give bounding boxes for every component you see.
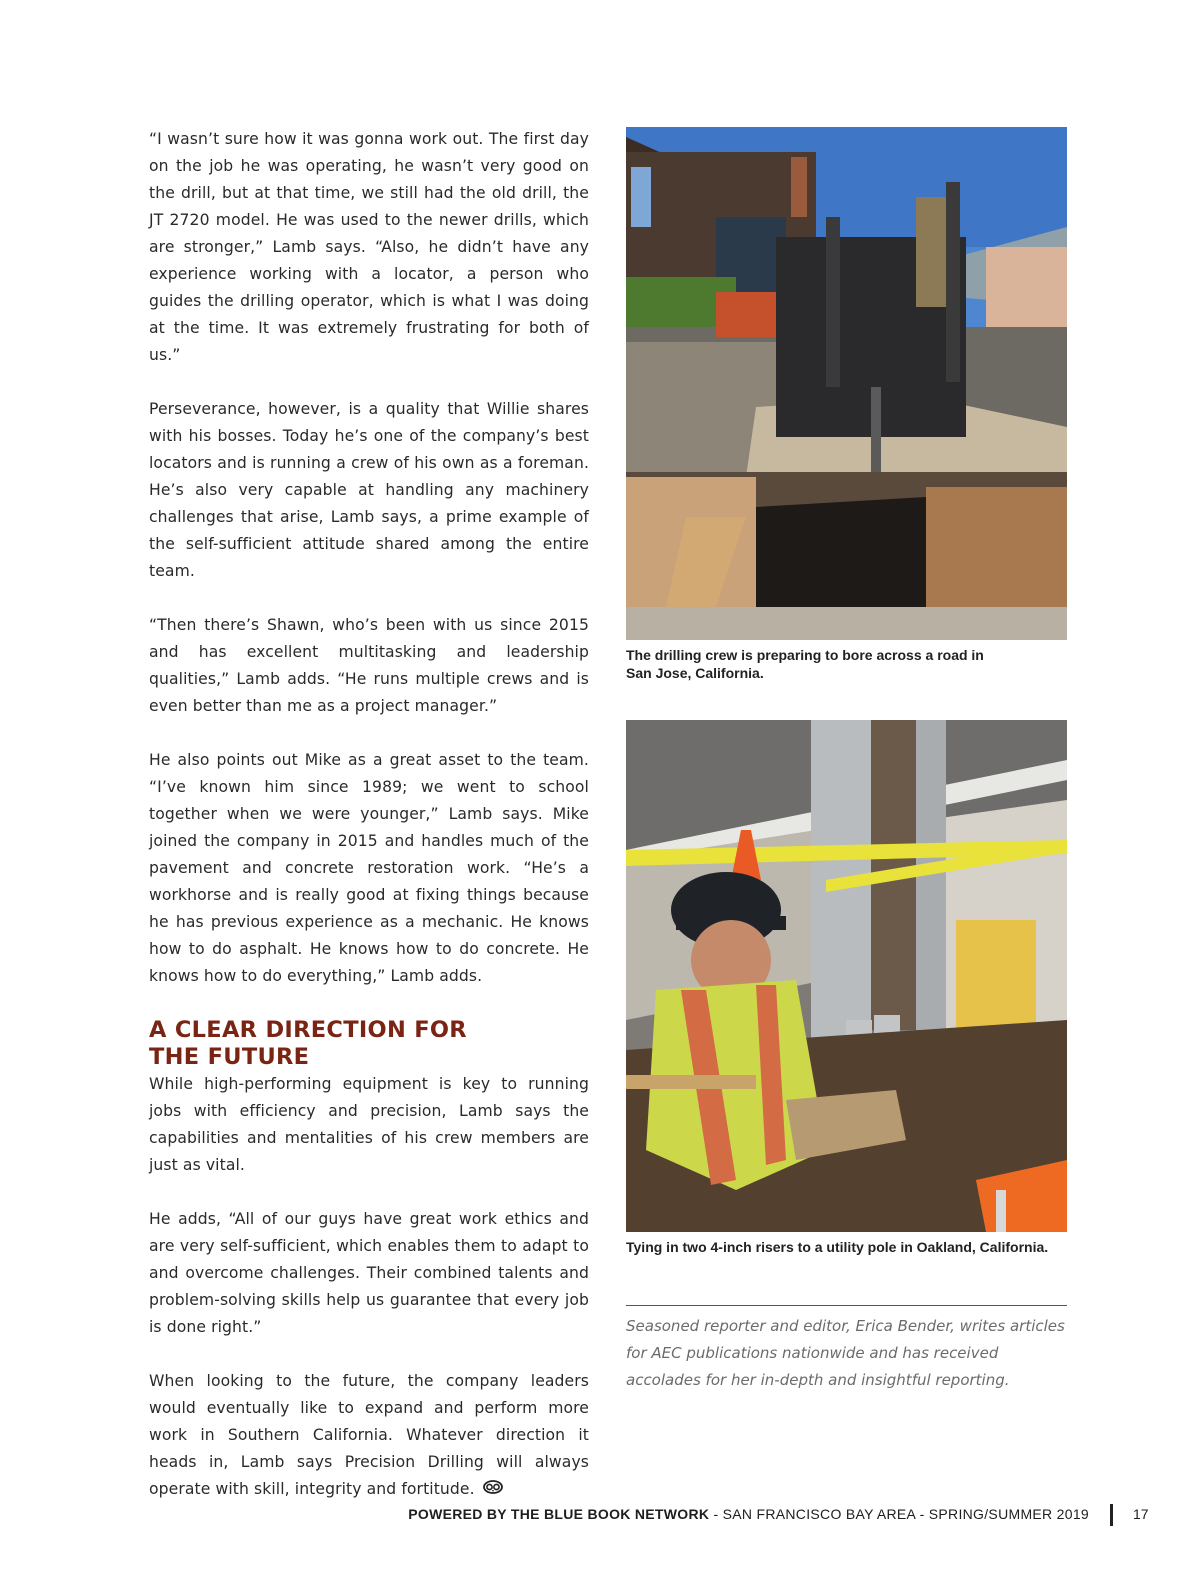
article-paragraph: Perseverance, however, is a quality that Willie shares with his bosses. Today he’s one of the company’s best locators and is running a crew of his own as a foreman. He’s also very capable at handling any machinery challenges that arise, Lamb says, a prime example of the self-sufficient attitude shared among the entire team. [149, 400, 589, 580]
article-paragraph-final [149, 1368, 589, 1503]
article-paragraph: He adds, “All of our guys have great work ethics and are very self-sufficient, which enables them to adapt to and overcome challenges. Their combined talents and problem-solving skills help us guarantee that every job is done right.” [149, 1210, 589, 1336]
author-bio: Seasoned reporter and editor, Erica Bender, writes articles for AEC publications nationwide and has received accolades for her in-depth and insightful reporting. [626, 1317, 1065, 1389]
page-footer [408, 1506, 1089, 1522]
article-paragraph: “Then there’s Shawn, who’s been with us since 2015 and has excellent multitasking and leadership qualities,” Lamb adds. “He runs multiple crews and is even better than me as a project manager.” [149, 616, 589, 715]
section-heading-line2: THE FUTURE [149, 1044, 310, 1070]
article-paragraph: He also points out Mike as a great asset to the team. “I’ve known him since 1989; we went to school together when we were younger,” Lamb says. Mike joined the company in 2015 and handles much of the pavement and concrete restoration work. “He’s a workhorse and is really good at fixing things because he has previous experience as a mechanic. He knows how to do asphalt. He knows how to do concrete. He knows how to do everything,” Lamb adds. [149, 751, 589, 985]
article-body [149, 126, 589, 1530]
article-paragraph: “I wasn’t sure how it was gonna work out. The first day on the job he was operating, he wasn’t very good on the drill, but at that time, we still had the old drill, the JT 2720 model. He was used to the newer drills, which are stronger,” Lamb says. “Also, he didn’t have any experience working with a locator, a person who guides the drilling operator, which is what I was doing at the time. It was extremely frustrating for both of us.” [149, 130, 589, 364]
footer-divider [1110, 1504, 1113, 1526]
photo-column [626, 127, 1067, 1256]
utility-pole-photo [626, 720, 1067, 1232]
article-paragraph: While high-performing equipment is key to running jobs with efficiency and precision, Lamb says the capabilities and mentalities of his crew members are just as vital. [149, 1075, 589, 1174]
bio-divider [626, 1305, 1067, 1306]
article-paragraph-text: When looking to the future, the company leaders would eventually like to expand and perform more work in Southern California. Whatever direction it heads in, Lamb says Precision Drilling will always operate with skill, integrity and fortitude. [149, 1372, 589, 1498]
photo-caption: Tying in two 4-inch risers to a utility pole in Oakland, California. [626, 1239, 1049, 1255]
page-number: 17 [1133, 1506, 1149, 1522]
footer-brand: POWERED BY THE BLUE BOOK NETWORK [408, 1506, 710, 1522]
photo-caption: The drilling crew is preparing to bore across a road in San Jose, California. [626, 647, 984, 681]
section-heading [149, 1017, 589, 1071]
footer-edition: - SAN FRANCISCO BAY AREA - SPRING/SUMMER 2019 [709, 1506, 1089, 1522]
drilling-rig-photo [626, 127, 1067, 640]
owl-icon [483, 1476, 503, 1503]
section-heading-line1: A CLEAR DIRECTION FOR [149, 1017, 467, 1043]
